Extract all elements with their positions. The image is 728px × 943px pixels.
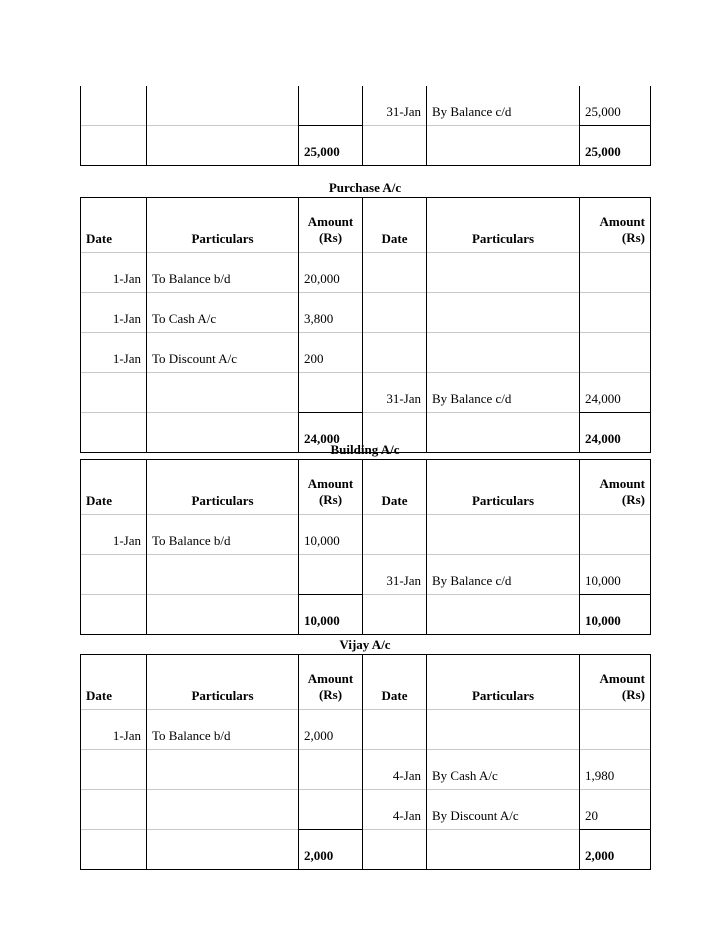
total-debit: 25,000 <box>299 126 363 166</box>
purchase-account-title: Purchase A/c <box>328 180 402 195</box>
cr-date-cell: 31-Jan <box>363 86 427 126</box>
total-row <box>81 830 651 870</box>
header-row <box>81 655 651 710</box>
table-row: 1-Jan To Balance b/d 20,000 <box>81 253 651 293</box>
table-row: 1-Jan To Balance b/d 10,000 <box>81 515 651 555</box>
amount-header: Amount (Rs) <box>299 655 363 710</box>
total-debit: 2,000 <box>299 830 363 870</box>
building-account-title: Building A/c <box>330 442 400 457</box>
particulars-header: Particulars <box>427 460 580 515</box>
total-row <box>81 126 651 166</box>
particulars-header: Particulars <box>147 655 299 710</box>
table-row: 1-Jan To Balance b/d 2,000 <box>81 710 651 750</box>
vijay-account-title: Vijay A/c <box>339 637 391 652</box>
total-credit: 2,000 <box>580 830 651 870</box>
date-header: Date <box>81 198 147 253</box>
total-credit: 25,000 <box>580 126 651 166</box>
table-row: 31-Jan By Balance c/d 10,000 <box>81 555 651 595</box>
particulars-header: Particulars <box>427 655 580 710</box>
cr-particulars-cell: By Balance c/d <box>427 86 580 126</box>
ledger-carryover-table <box>80 86 651 166</box>
date-header: Date <box>363 460 427 515</box>
date-header: Date <box>363 198 427 253</box>
cr-amount-cell: 25,000 <box>580 86 651 126</box>
total-row <box>81 595 651 635</box>
particulars-header: Particulars <box>147 198 299 253</box>
amount-header: Amount (Rs) <box>299 460 363 515</box>
total-debit: 10,000 <box>299 595 363 635</box>
dr-particulars-cell <box>147 86 299 126</box>
table-row <box>81 86 651 126</box>
date-header: Date <box>81 655 147 710</box>
amount-header: Amount (Rs) <box>299 198 363 253</box>
date-header: Date <box>81 460 147 515</box>
table-row: 31-Jan By Balance c/d 24,000 <box>81 373 651 413</box>
header-row <box>81 198 651 253</box>
table-row: 4-Jan By Cash A/c 1,980 <box>81 750 651 790</box>
amount-header: Amount (Rs) <box>580 198 651 253</box>
purchase-ledger-table <box>80 197 651 453</box>
vijay-ledger-table <box>80 654 651 870</box>
amount-header: Amount (Rs) <box>580 655 651 710</box>
amount-header: Amount (Rs) <box>580 460 651 515</box>
particulars-header: Particulars <box>427 198 580 253</box>
dr-date-cell <box>81 86 147 126</box>
particulars-header: Particulars <box>147 460 299 515</box>
table-row: 1-Jan To Cash A/c 3,800 <box>81 293 651 333</box>
date-header: Date <box>363 655 427 710</box>
total-credit: 10,000 <box>580 595 651 635</box>
total-debit: 24,000 <box>299 413 363 453</box>
total-credit: 24,000 <box>580 413 651 453</box>
table-row: 4-Jan By Discount A/c 20 <box>81 790 651 830</box>
building-ledger-table <box>80 459 651 635</box>
dr-amount-cell <box>299 86 363 126</box>
header-row <box>81 460 651 515</box>
table-row: 1-Jan To Discount A/c 200 <box>81 333 651 373</box>
